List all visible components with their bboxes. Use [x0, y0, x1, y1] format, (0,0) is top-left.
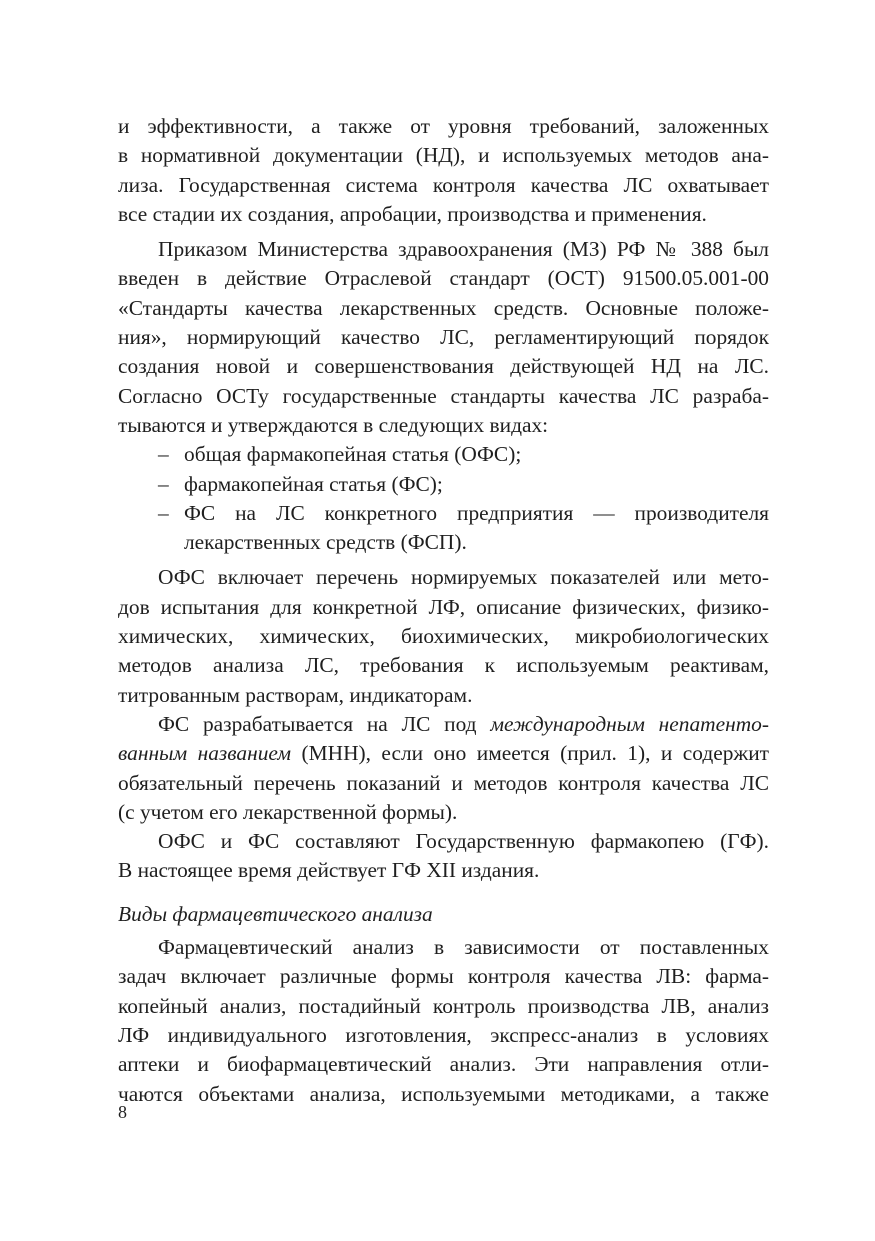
paragraph-6: [118, 933, 769, 1109]
emphasis-run: международным непатенто-: [490, 711, 769, 736]
dash-marker: –: [158, 471, 169, 496]
text-line: создания новой и совершенствования действующей НД на ЛС.: [118, 354, 769, 379]
bullet-list: [118, 440, 769, 557]
list-item-text: общая фармакопейная статья (ОФС);: [184, 442, 522, 467]
list-item-text: фармакопейная статья (ФС);: [184, 471, 443, 496]
emphasis-run: ванным названием: [118, 741, 292, 766]
list-item-text: лекарственных средств (ФСП).: [184, 530, 467, 555]
text-line: [118, 739, 769, 768]
paragraph-3: [118, 563, 769, 709]
text-line: В настоящее время действует ГФ XII издания.: [118, 858, 540, 883]
text-line: титрованным растворам, индикаторам.: [118, 682, 473, 707]
text-line: лиза. Государственная система контроля качества ЛС охватывает: [118, 172, 769, 197]
text-line: ния», нормирующий качество ЛС, регламентирующий порядок: [118, 325, 769, 350]
list-item: [118, 470, 769, 499]
text-line: ОФС включает перечень нормируемых показателей или мето-: [158, 565, 769, 590]
text-line: тываются и утверждаются в следующих видах:: [118, 412, 549, 437]
paragraph-4: [118, 710, 769, 827]
text-line: [118, 710, 769, 739]
paragraph-1: [118, 112, 769, 229]
text-line: методов анализа ЛС, требования к используемым реактивам,: [118, 653, 769, 678]
list-item-text: ФС на ЛС конкретного предприятия — производителя: [184, 500, 769, 525]
text-run: (МНН), если оно имеется (прил. 1), и содержит: [291, 741, 769, 766]
text-run: ФС разрабатывается на ЛС под: [158, 711, 491, 736]
text-line: копейный анализ, постадийный контроль производства ЛВ, анализ: [118, 993, 769, 1018]
paragraph-2: [118, 235, 769, 440]
page-body: [118, 112, 769, 1109]
text-line: химических, химических, биохимических, микробиологических: [118, 624, 769, 649]
text-line: чаются объектами анализа, используемыми методиками, а также: [118, 1081, 769, 1106]
text-line: Приказом Министерства здравоохранения (МЗ) РФ № 388 был: [158, 237, 769, 262]
text-line: и эффективности, а также от уровня требований, заложенных: [118, 114, 769, 138]
list-item: [118, 499, 769, 558]
dash-marker: –: [158, 500, 169, 525]
page-number: 8: [118, 1102, 127, 1122]
text-line: дов испытания для конкретной ЛФ, описание физических, физико-: [118, 594, 769, 619]
paragraph-5: [118, 827, 769, 886]
text-line: введен в действие Отраслевой стандарт (ОСТ) 91500.05.001-00: [118, 266, 769, 291]
text-line: все стадии их создания, апробации, производства и применения.: [118, 201, 707, 226]
section-heading: Виды фармацевтического анализа: [118, 901, 433, 926]
text-line: задач включает различные формы контроля качества ЛВ: фарма-: [118, 964, 769, 989]
text-line: «Стандарты качества лекарственных средств. Основные положе-: [118, 295, 769, 320]
list-item: [118, 440, 769, 469]
text-line: Фармацевтический анализ в зависимости от поставленных: [158, 935, 769, 960]
text-line: аптеки и биофармацевтический анализ. Эти направления отли-: [118, 1052, 769, 1077]
text-line: ОФС и ФС составляют Государственную фармакопею (ГФ).: [158, 829, 769, 854]
dash-marker: –: [158, 442, 169, 467]
text-line: Согласно ОСТу государственные стандарты качества ЛС разраба-: [118, 383, 769, 408]
text-line: (с учетом его лекарственной формы).: [118, 799, 458, 824]
text-line: обязательный перечень показаний и методов контроля качества ЛС: [118, 770, 769, 795]
text-line: ЛФ индивидуального изготовления, экспресс-анализ в условиях: [118, 1022, 769, 1047]
text-line: в нормативной документации (НД), и используемых методов ана-: [118, 143, 769, 168]
